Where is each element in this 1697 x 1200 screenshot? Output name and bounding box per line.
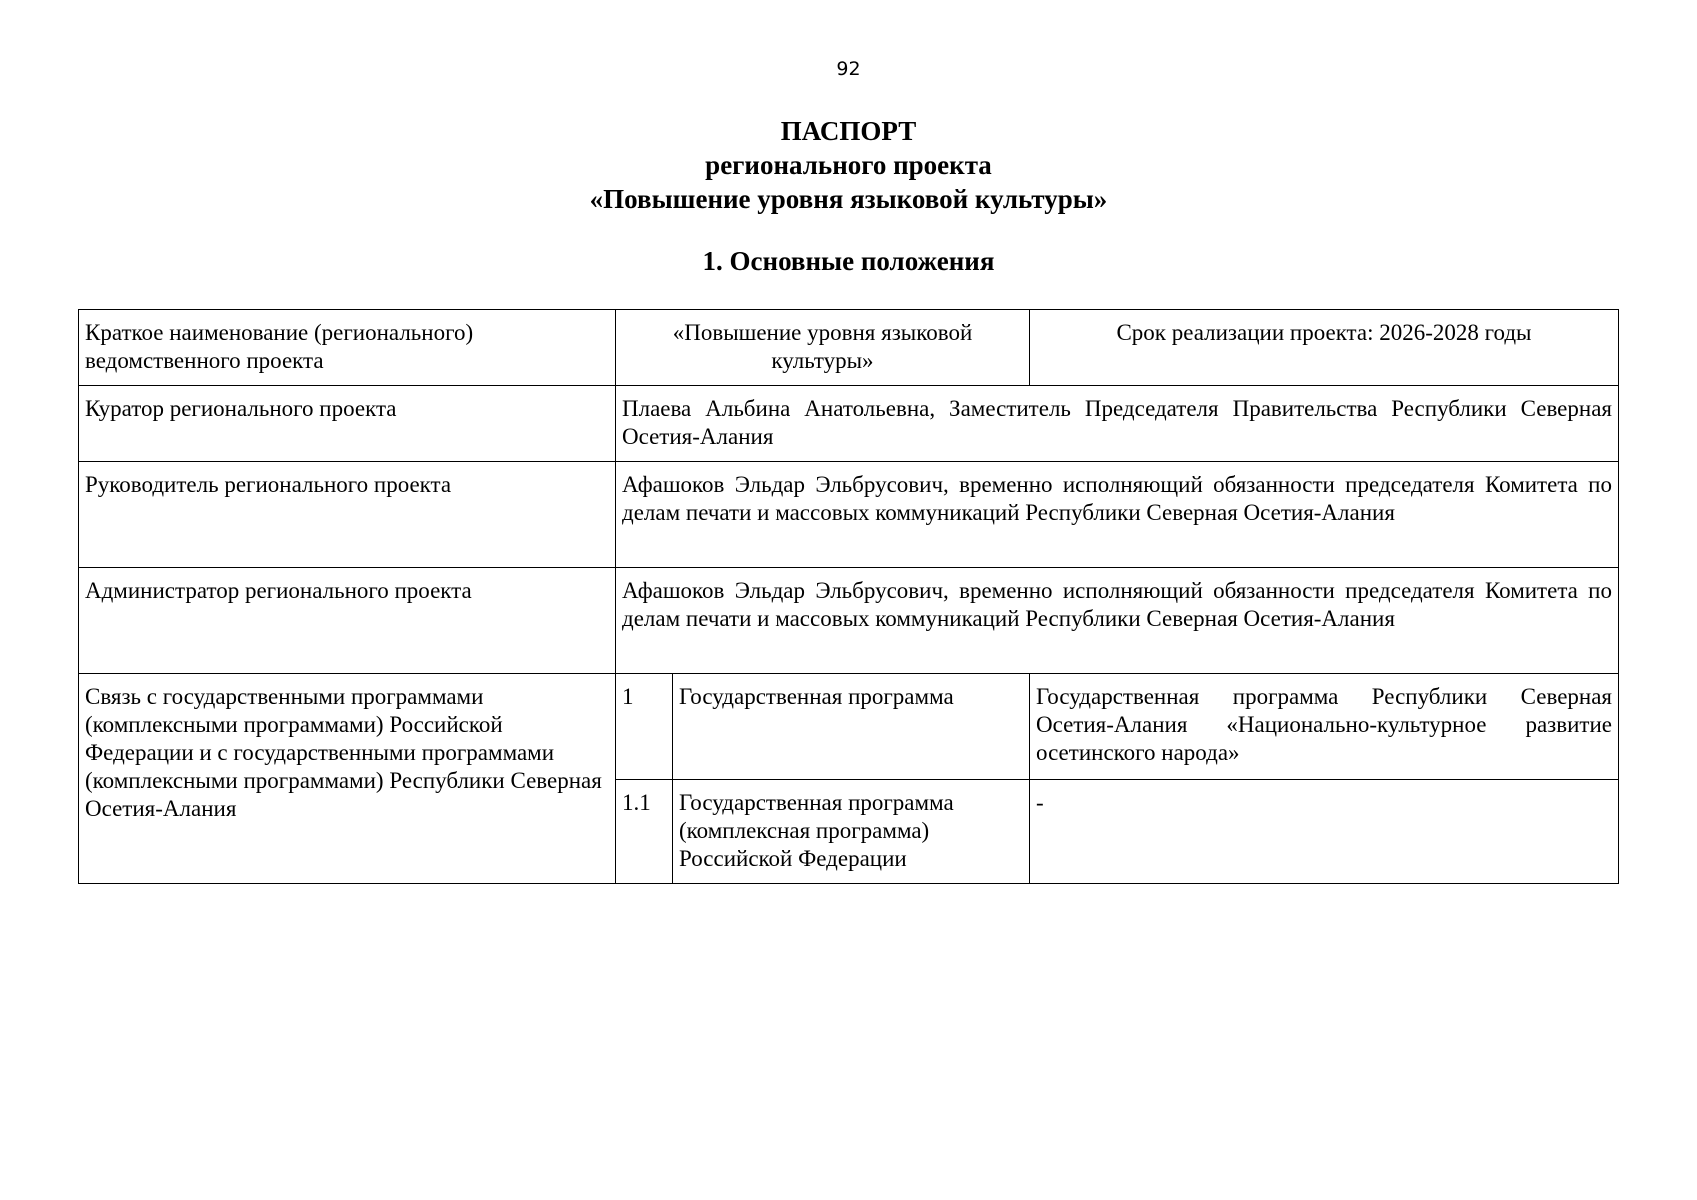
title-line-passport: ПАСПОРТ: [780, 116, 917, 146]
short-name-label: Краткое наименование (регионального) ведомственного проекта: [79, 310, 616, 386]
program-type: Государственная программа (комплексная программа) Российской Федерации: [673, 780, 1030, 884]
short-name-value: «Повышение уровня языковой культуры»: [616, 310, 1030, 386]
curator-label: Куратор регионального проекта: [79, 386, 616, 462]
admin-label: Администратор регионального проекта: [79, 568, 616, 674]
head-label: Руководитель регионального проекта: [79, 462, 616, 568]
program-value: -: [1030, 780, 1619, 884]
table-row: [79, 568, 1619, 674]
program-number: 1: [616, 674, 673, 780]
admin-value: Афашоков Эльдар Эльбрусович, временно исполняющий обязанности председателя Комитета по делам печати и массовых коммуникаций Республики Северная Осетия-Алания: [616, 568, 1619, 674]
program-type: Государственная программа: [673, 674, 1030, 780]
curator-value: Плаева Альбина Анатольевна, Заместитель Председателя Правительства Республики Северная Осетия-Алания: [616, 386, 1619, 462]
passport-table: [78, 309, 1619, 884]
table-row: [79, 386, 1619, 462]
table-row: [79, 310, 1619, 386]
table-row: [79, 674, 1619, 780]
program-number: 1.1: [616, 780, 673, 884]
document-title: [0, 114, 1697, 216]
title-line-regional-project: регионального проекта: [705, 150, 992, 180]
head-value: Афашоков Эльдар Эльбрусович, временно исполняющий обязанности председателя Комитета по делам печати и массовых коммуникаций Республики Северная Осетия-Алания: [616, 462, 1619, 568]
page-number: 92: [836, 58, 861, 80]
program-link-label: Связь с государственными программами (комплексными программами) Российской Федерации и с государственными программами (комплексными программами) Республики Северная Осетия-Алания: [79, 674, 616, 884]
table-row: [79, 462, 1619, 568]
section-heading: 1. Основные положения: [702, 246, 995, 276]
title-line-project-name: «Повышение уровня языковой культуры»: [589, 184, 1108, 214]
program-value: Государственная программа Республики Северная Осетия-Алания «Национально-культурное развитие осетинского народа»: [1030, 674, 1619, 780]
project-term: Срок реализации проекта: 2026-2028 годы: [1030, 310, 1619, 386]
